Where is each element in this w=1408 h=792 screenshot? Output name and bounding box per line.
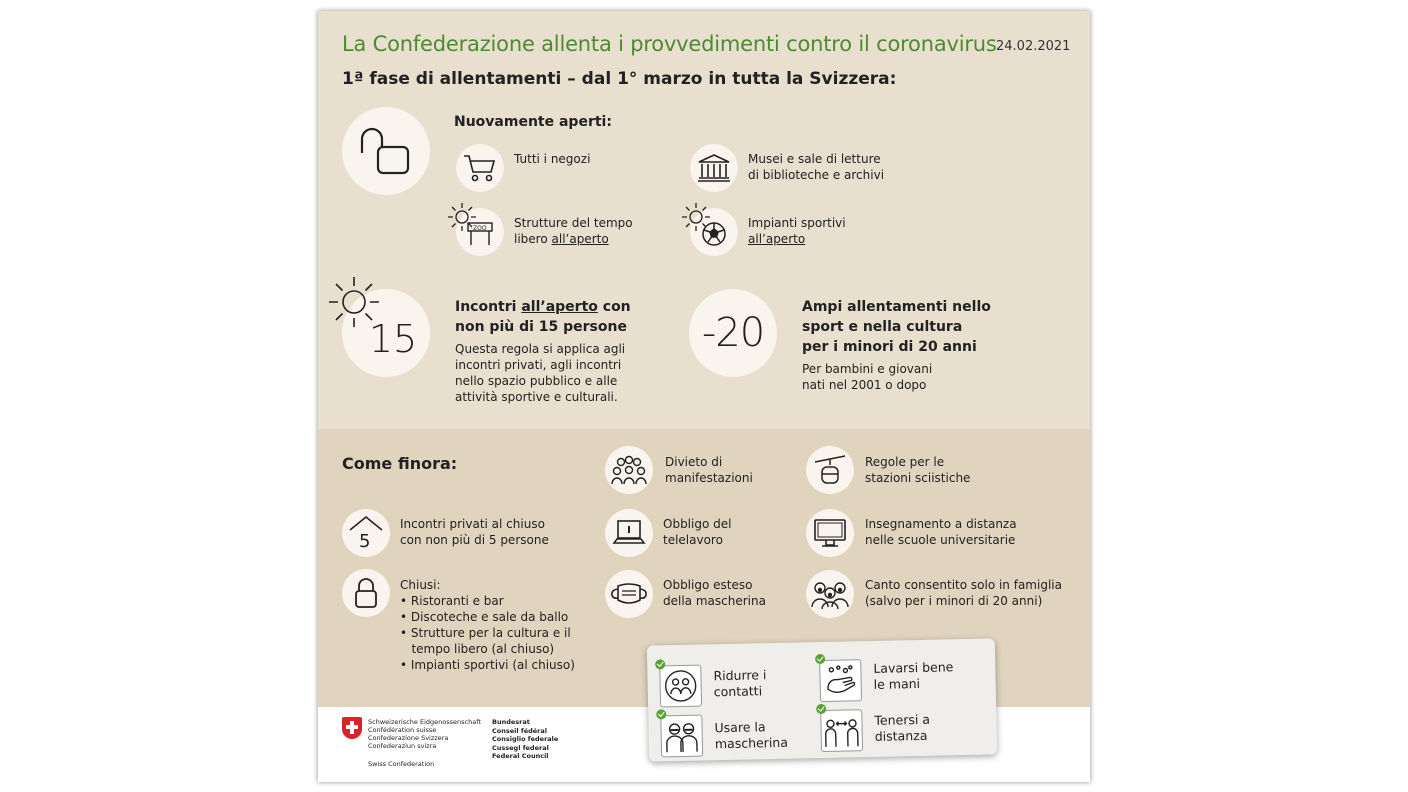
monitor-icon [806, 509, 854, 557]
sun-icon-sport [680, 201, 712, 237]
confederation-names: Schweizerische Eidgenossenschaft Confédération suisse Confederazione Svizzera Confederaziun svizra Swiss Confederation [368, 718, 481, 768]
list-item: • Strutture per la cultura e il [400, 626, 571, 640]
shopping-cart-icon [456, 144, 504, 192]
fifteen-persons-icon: 15 [342, 289, 430, 377]
list-item: • Discoteche e sale da ballo [400, 610, 569, 624]
mask-obligation-text: Obbligo esteso della mascherina [663, 578, 766, 608]
rule-wear-mask: Usare la mascherina [714, 719, 789, 752]
reduce-contacts-icon [659, 665, 702, 708]
list-item: • Impianti sportivi (al chiuso) [400, 658, 575, 672]
distance-learning-text: Insegnamento a distanza nelle scuole universitarie [865, 517, 1017, 547]
sun-icon [446, 201, 478, 237]
gatherings-title: Incontri all’aperto con non più di 15 persone [455, 299, 631, 335]
house-icon [342, 509, 390, 557]
remote-work-text: Obbligo del telelavoro [663, 517, 732, 547]
under-twenty-icon: -20 [689, 289, 777, 377]
closed-venues-list [400, 593, 575, 673]
sun-large-icon [326, 274, 382, 334]
reopened-item-outdoor-leisure: Strutture del tempo libero all’aperto [514, 216, 633, 246]
wear-mask-icon [660, 715, 703, 758]
singing-family-icon [806, 570, 854, 618]
singing-text: Canto consentito solo in famiglia (salvo per i minori di 20 anni) [865, 578, 1062, 608]
swiss-cross-icon [342, 717, 362, 739]
face-mask-icon [605, 570, 653, 618]
unlocked-padlock-icon [342, 107, 430, 195]
rule-reduce-contacts: Ridurre i contatti [713, 667, 767, 700]
rule-wash-hands: Lavarsi bene le mani [873, 659, 954, 692]
infographic-poster [318, 11, 1090, 782]
private-gatherings-text: Incontri privati al chiuso con non più di 5 persone [400, 517, 549, 547]
federal-council-names: Bundesrat Conseil fédéral Consiglio federale Cussegl federal Federal Council [492, 718, 559, 760]
cable-car-icon [806, 446, 854, 494]
svg-text:5: 5 [359, 531, 371, 552]
gatherings-description: Questa regola si applica agli incontri privati, agli incontri nello spazio pubblico e alle attività sportive e culturali. [455, 342, 626, 404]
list-item: tempo libero (al chiuso) [400, 642, 555, 656]
list-item: • Ristoranti e bar [400, 594, 504, 608]
page-title: La Confederazione allenta i provvedimenti contro il coronavirus [342, 32, 997, 56]
laptop-icon [605, 509, 653, 557]
phase-subtitle: 1ª fase di allentamenti – dal 1° marzo in tutta la Svizzera: [342, 69, 897, 89]
museum-icon [690, 144, 738, 192]
hygiene-rules-card [647, 638, 997, 761]
reopened-heading: Nuovamente aperti: [454, 114, 612, 130]
reopened-item-shops: Tutti i negozi [514, 152, 591, 166]
reopened-item-outdoor-sports: Impianti sportivi all’aperto [748, 216, 846, 246]
keep-distance-icon [820, 709, 863, 752]
crowd-icon [605, 446, 653, 494]
youth-title: Ampi allentamenti nello sport e nella cultura per i minori di 20 anni [802, 299, 991, 355]
padlock-icon [342, 569, 390, 617]
youth-description: Per bambini e giovani nati nel 2001 o dopo [802, 362, 933, 392]
publication-date: 24.02.2021 [996, 39, 1071, 54]
reopened-item-museums: Musei e sale di letture di biblioteche e archivi [748, 152, 885, 182]
event-ban-text: Divieto di manifestazioni [665, 455, 753, 485]
wash-hands-icon [819, 659, 862, 702]
unchanged-heading: Come finora: [342, 454, 458, 473]
svg-text:ZOO: ZOO [473, 225, 487, 232]
closed-label: Chiusi: [400, 578, 441, 592]
ski-resort-text: Regole per le stazioni sciistiche [865, 455, 971, 485]
rule-keep-distance: Tenersi a distanza [874, 711, 931, 744]
